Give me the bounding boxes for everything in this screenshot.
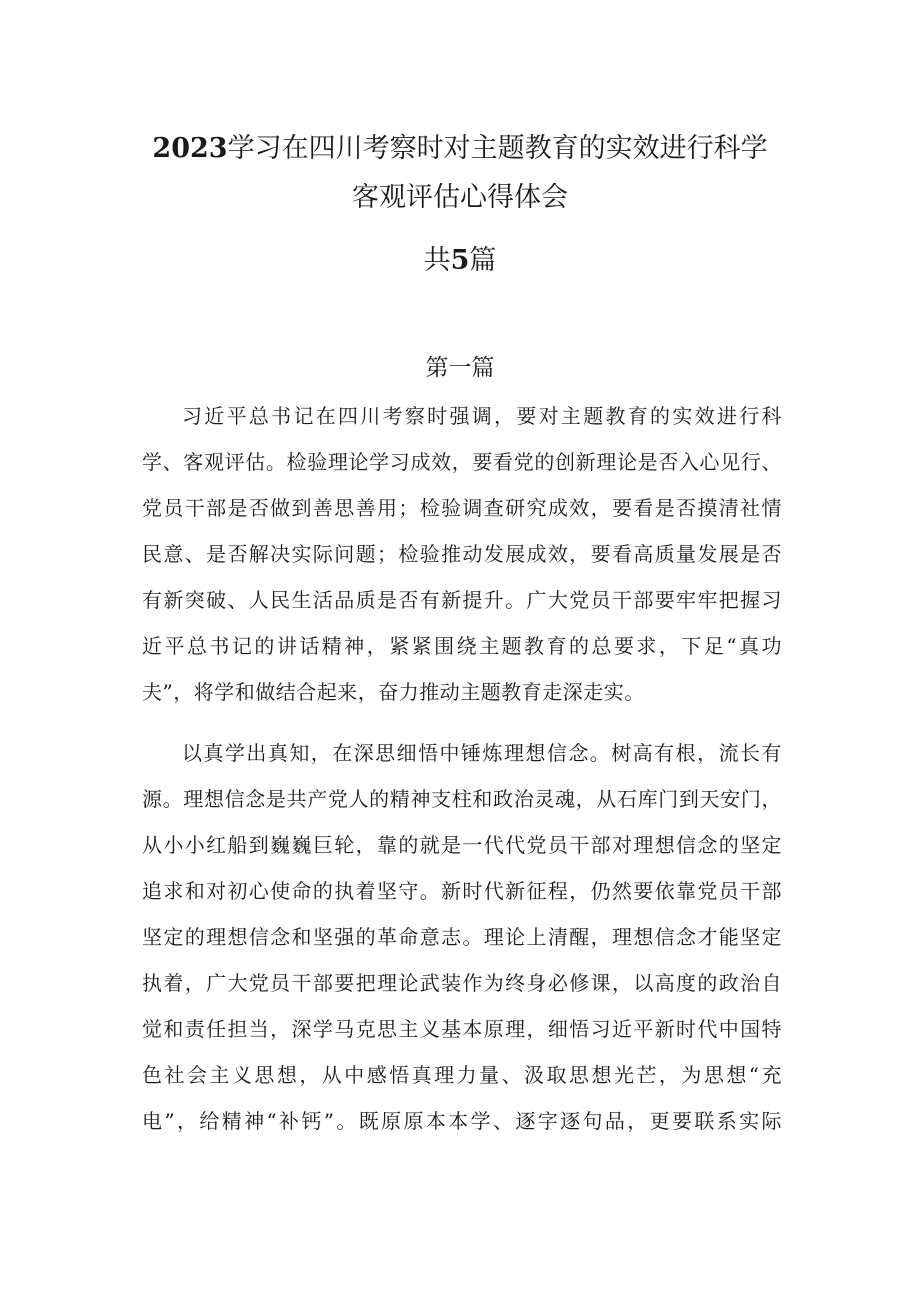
article-count <box>0 243 920 279</box>
paragraph-line: 以真学出真知，在深思细悟中锤炼理想信念。树高有根，流长有 <box>182 741 782 765</box>
paragraph-line: 党员干部是否做到善思善用；检验调查研究成效，要看是否摸清社情 <box>142 496 782 520</box>
count-prefix: 共 <box>423 245 451 276</box>
paragraph-line: 追求和对初心使命的执着坚守。新时代新征程，仍然要依靠党员干部 <box>142 879 782 903</box>
paragraph-line: 夫”，将学和做结合起来，奋力推动主题教育走深走实。 <box>142 680 645 704</box>
section-heading: 第一篇 <box>425 355 495 381</box>
paragraph-line: 色社会主义思想，从中感悟真理力量、汲取思想光芒，为思想“充 <box>142 1063 782 1087</box>
paragraph-line: 有新突破、人民生活品质是否有新提升。广大党员干部要牢牢把握习 <box>142 588 782 612</box>
count-suffix: 篇 <box>469 245 497 276</box>
paragraph-line: 学、客观评估。检验理论学习成效，要看党的创新理论是否入心见行、 <box>142 450 782 474</box>
paragraph-line: 近平总书记的讲话精神，紧紧围绕主题教育的总要求，下足“真功 <box>142 634 782 658</box>
paragraph-line: 执着，广大党员干部要把理论武装作为终身必修课，以高度的政治自 <box>142 971 782 995</box>
title-text: 学习在四川考察时对主题教育的实效进行科学 <box>227 133 768 164</box>
title-year: 2023 <box>152 133 228 164</box>
paragraph-line: 习近平总书记在四川考察时强调，要对主题教育的实效进行科 <box>182 404 782 428</box>
paragraph-1 <box>142 393 782 715</box>
paragraph-line: 源。理想信念是共产党人的精神支柱和政治灵魂，从石库门到天安门， <box>142 787 782 811</box>
document-title-line-2: 客观评估心得体会 <box>352 182 568 213</box>
paragraph-2 <box>142 730 782 1144</box>
count-number: 5 <box>450 245 470 276</box>
paragraph-line: 电”，给精神“补钙”。既原原本本学、逐字逐句品，更要联系实际 <box>142 1109 782 1133</box>
paragraph-line: 觉和责任担当，深学马克思主义基本原理，细悟习近平新时代中国特 <box>142 1017 782 1041</box>
paragraph-line: 民意、是否解决实际问题；检验推动发展成效，要看高质量发展是否 <box>142 542 782 566</box>
document-title-line-1 <box>0 131 920 167</box>
paragraph-line: 从小小红船到巍巍巨轮，靠的就是一代代党员干部对理想信念的坚定 <box>142 833 782 857</box>
paragraph-line: 坚定的理想信念和坚强的革命意志。理论上清醒，理想信念才能坚定 <box>142 925 782 949</box>
